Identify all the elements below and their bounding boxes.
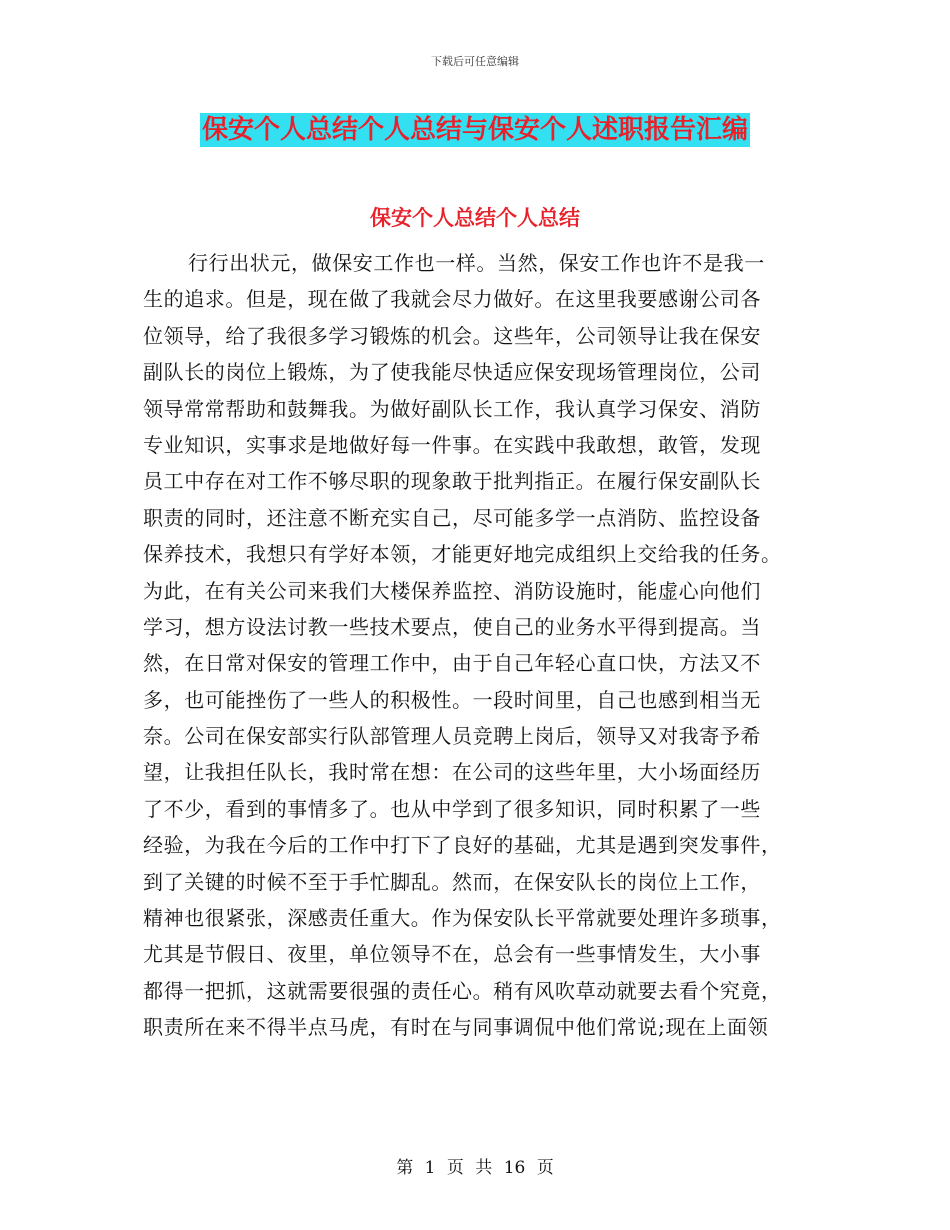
paragraph-line: 到了关键的时候不至于手忙脚乱。然而，在保安队长的岗位上工作， [143, 869, 761, 894]
paragraph-line: 都得一把抓，这就需要很强的责任心。稍有风吹草动就要去看个究竟， [143, 978, 782, 1003]
paragraph-line: 尤其是节假日、夜里，单位领导不在，总会有一些事情发生，大小事 [143, 942, 761, 967]
paragraph-line: 生的追求。但是，现在做了我就会尽力做好。在这里我要感谢公司各 [143, 287, 761, 312]
paragraph-line: 了不少，看到的事情多了。也从中学到了很多知识，同时积累了一些 [143, 796, 761, 821]
paragraph-line: 多，也可能挫伤了一些人的积极性。一段时间里，自己也感到相当无 [143, 687, 761, 712]
paragraph-line: 行行出状元，做保安工作也一样。当然，保安工作也许不是我一 [188, 251, 765, 275]
paragraph-line: 职责所在来不得半点马虎，有时在与同事调侃中他们常说;现在上面领 [143, 1015, 769, 1040]
paragraph-line: 精神也很紧张，深感责任重大。作为保安队长平常就要处理许多琐事， [143, 906, 782, 931]
section-title: 保安个人总结个人总结 [370, 206, 580, 230]
paragraph-line: 领导常常帮助和鼓舞我。为做好副队长工作，我认真学习保安、消防 [143, 396, 761, 421]
paragraph-line: 奈。公司在保安部实行队部管理人员竞聘上岗后，领导又对我寄予希 [143, 724, 761, 749]
paragraph-line: 为此，在有关公司来我们大楼保养监控、消防设施时，能虚心向他们 [143, 578, 761, 603]
page-header: 下载后可任意编辑 [431, 55, 519, 68]
paragraph-line: 员工中存在对工作不够尽职的现象敢于批判指正。在履行保安副队长 [143, 469, 761, 494]
paragraph-line: 保养技术，我想只有学好本领，才能更好地完成组织上交给我的任务。 [143, 542, 782, 567]
document-title: 保安个人总结个人总结与保安个人述职报告汇编 [201, 115, 748, 145]
paragraph-line: 位领导，给了我很多学习锻炼的机会。这些年，公司领导让我在保安 [143, 323, 761, 348]
document-title-wrapper [0, 113, 950, 147]
page-footer: 第 1 页 共 16 页 [396, 1158, 554, 1178]
paragraph-line: 职责的同时，还注意不断充实自己，尽可能多学一点消防、监控设备 [143, 505, 761, 530]
paragraph-line: 经验，为我在今后的工作中打下了良好的基础，尤其是遇到突发事件， [143, 833, 782, 858]
paragraph-line: 专业知识，实事求是地做好每一件事。在实践中我敢想，敢管，发现 [143, 432, 761, 457]
paragraph-line: 学习，想方设法讨教一些技术要点，使自己的业务水平得到提高。当 [143, 614, 761, 639]
paragraph-line: 副队长的岗位上锻炼，为了使我能尽快适应保安现场管理岗位，公司 [143, 360, 761, 385]
paragraph-line: 望，让我担任队长，我时常在想：在公司的这些年里，大小场面经历 [143, 760, 761, 785]
body-text [143, 245, 813, 1046]
paragraph-line: 然，在日常对保安的管理工作中，由于自己年轻心直口快，方法又不 [143, 651, 761, 676]
